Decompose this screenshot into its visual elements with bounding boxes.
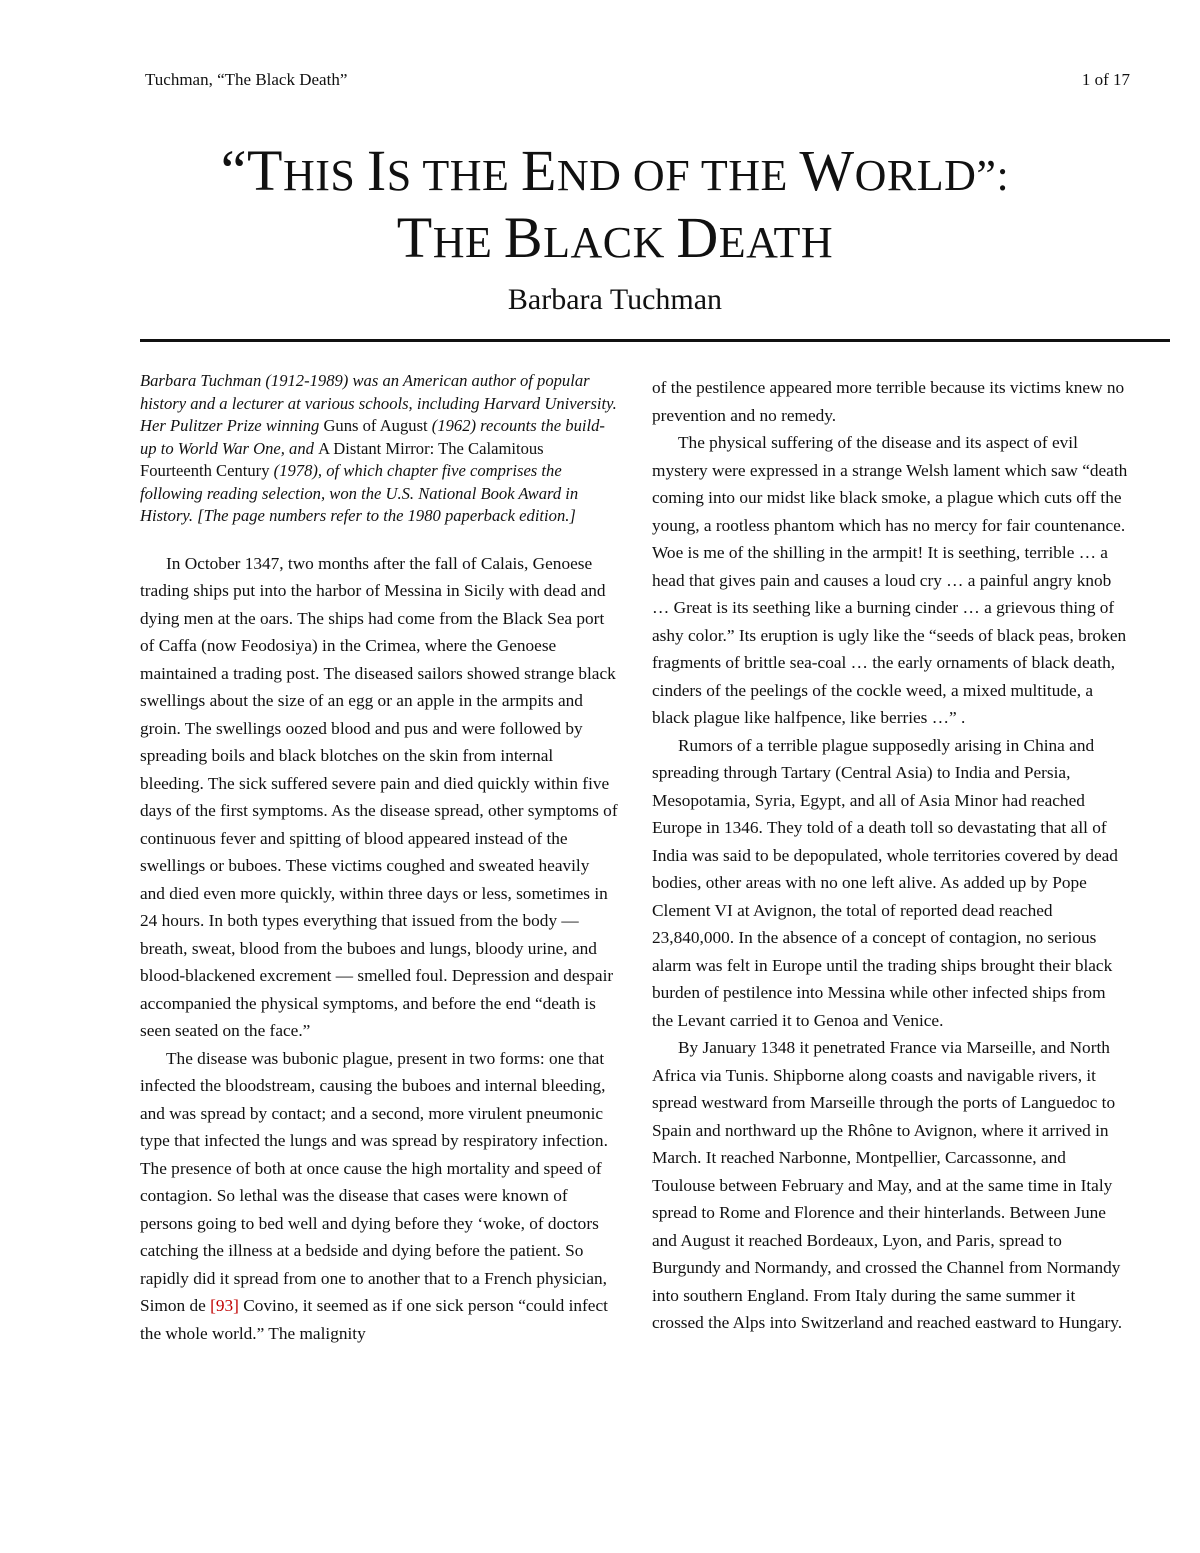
body-paragraph-3: of the pestilence appeared more terrible because its victims knew no prevention and no remedy. [652,378,1125,425]
body-paragraph-1: In October 1347, two months after the fall of Calais, Genoese trading ships put into the harbor of Messina in Sicily with dead and dying men at the oars. The ships had come from the Black Sea port of Caffa (now Feodosiya) in the Crimea, where the Genoese maintained a trading post. The diseased sailors showed strange black swellings about the size of an egg or an apple in the armpits and groin. The swellings oozed blood and pus and were followed by spreading boils and black blotches on the skin from internal bleeding. The sick suffered severe pain and died quickly within five days of the first symptoms. As the disease spread, other symptoms of continuous fever and spitting of blood appeared instead of the swellings or buboes. These victims coughed and sweated heavily and died even more quickly, within three days or less, sometimes in 24 hours. In both types everything that issued from the body — breath, sweat, blood from the buboes and lungs, bloody urine, and blood-blackened excrement — smelled foul. Depression and despair accompanied the physical symptoms, and before the end “death is seen seated on the face.” [140,553,618,1040]
body-paragraph-6: By January 1348 it penetrated France via Marseille, and North Africa via Tunis. Shipborne along coasts and navigable rivers, it spread westward from Marseille through the ports of Languedoc to Spain and northward up the Rhône to Avignon, where it arrived in March. It reached Narbonne, Montpellier, Carcassonne, and Toulouse between February and May, and at the same time in Italy spread to Rome and Florence and their hinterlands. Between June and August it reached Bordeaux, Lyon, and Paris, spread to Burgundy and Normandy, and crossed the Channel from Normandy into southern England. From Italy during the same summer it crossed the Alps into Switzerland and reached eastward to Hungary. [652,1038,1123,1332]
body-paragraph-4: The physical suffering of the disease and its aspect of evil mystery were expressed in a strange Welsh lament which saw “death coming into our midst like black smoke, a plague which cuts off the young, a rootless phantom which has no mercy for fair countenance. Woe is me of the shilling in the armpit! It is seething, terrible … a head that gives pain and causes a loud cry … a painful angry knob … Great is its seething like a burning cinder … a grievous thing of ashy color.” Its eruption is ugly like the “seeds of black peas, broken fragments of brittle sea-coal … the early ornaments of black death, cinders of the peelings of the cockle weed, a mixed multitude, a black plague like halfpence, like berries …” . [652,433,1128,727]
body-paragraph-5: Rumors of a terrible plague supposedly arising in China and spreading through Tartary (Central Asia) to India and Persia, Mesopotamia, Syria, Egypt, and all of Asia Minor had reached Europe in 1346. They told of a death toll so devastating that all of India was said to be depopulated, whole territories covered by dead bodies, other areas with no one left alive. As added up by Pope Clement VI at Avignon, the total of reported dead reached 23,840,000. In the absence of a concept of contagion, no serious alarm was felt in Europe until the trading ships brought their black burden of pestilence into Messina while other infected ships from the Levant carried it to Genoa and Venice. [652,735,1118,1030]
title-block [60,140,1170,320]
author-name: Barbara Tuchman [507,283,723,316]
title-line-2: THE BLACK DEATH [396,205,834,270]
intro-note: Barbara Tuchman (1912-1989) was an American author of popular history and a lecturer at various schools, including Harvard University. Her Pulitzer Prize winning Guns of August (1962) recounts the build-up to World War One, and A Distant Mirror: The Calamitous Fourteenth Century (1978), of which chapter five comprises the following reading selection, won the U.S. National Book Award in History. [The page numbers refer to the 1980 paperback edition.] [140,371,617,525]
title-divider [140,339,1170,342]
header-author-title: Tuchman, “The Black Death” [145,70,348,89]
right-column [652,374,1130,1337]
body-paragraph-2: The disease was bubonic plague, present in two forms: one that infected the bloodstream, causing the buboes and internal bleeding, and was spread by contact; and a second, more virulent pneumonic type that infected the lungs and was spread by respiratory infection. The presence of both at once cause the high mortality and speed of contagion. So lethal was the disease that cases were known of persons going to bed well and dying before they ‘woke, of doctors catching the illness at a bedside and dying before the patient. So rapidly did it spread from one to another that to a French physician, Simon de [93] Covino, it seemed as if one sick person “could infect the whole world.” The malignity [140,1048,608,1343]
left-column [140,370,618,1347]
page-reference: [93] [210,1296,239,1315]
page-number: 1 of 17 [1081,70,1130,89]
running-header [145,70,1130,90]
title-line-1: “THIS IS THE END OF THE WORLD”: [220,138,1010,203]
